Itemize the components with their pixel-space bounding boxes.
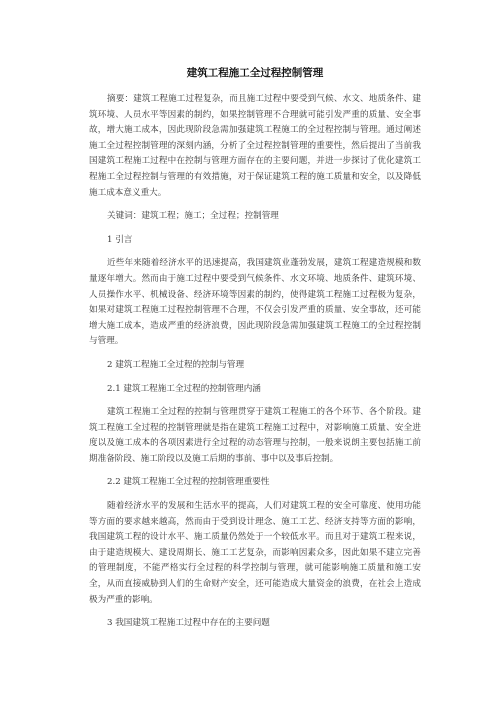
section-2-2-heading: 2.2 建筑工程施工全过程的控制管理重要性 bbox=[107, 477, 270, 488]
keywords-line: 关键词：建筑工程；施工；全过程；控制管理 bbox=[107, 211, 279, 222]
section-1-paragraph: 近些年来随着经济水平的迅速提高，我国建筑业蓬勃发展，建筑工程建造规模和数量逐年增大。然而由于施工过程中要受到气候条件、水文环境、地质条件、建筑环境、人员操作水平、机械设备、经济环境等因素的制约，使得建筑工程施工过程极为复杂，如果对建筑工程施工过程控制管理不合理，不仅会引发严重的质量、安全事故，还可能增大施工成本，造成严重的经济浪费，因此现阶段急需加强建筑工程施工的全过程控制与管理。 bbox=[89, 258, 421, 347]
section-2-2-paragraph: 随着经济水平的发展和生活水平的提高，人们对建筑工程的安全可靠度、使用功能等方面的要求越来越高，然而由于受到设计理念、施工工艺、经济支持等方面的影响，我国建筑工程的设计水平、施工质量仍然处于一个较低水平。而且对于建筑工程来说，由于建造规模大、建设周期长、施工工艺复杂，而影响因素众多，因此如果不建立完善的管理制度，不能严格实行全过程的科学控制与管理，就可能影响施工质量和施工安全，从而直接威胁到人们的生命财产安全，还可能造成大量资金的浪费，在社会上造成极为严重的影响。 bbox=[89, 501, 421, 605]
section-1-heading: 1 引言 bbox=[107, 234, 133, 245]
abstract-paragraph: 摘要：建筑工程施工过程复杂，而且施工过程中要受到气候、水文、地质条件、建筑环境、人员水平等因素的制约，如果控制管理不合理就可能引发严重的质量、安全事故，增大施工成本，因此现阶段急需加强建筑工程施工的全过程控制与管理。通过阐述施工全过程控制管理的深刻内涵，分析了全过程控制管理的重要性，然后提出了当前我国建筑工程施工过程中在控制与管理方面存在的主要问题，并进一步探讨了优化建筑工程施工全过程控制与管理的有效措施，对于保证建筑工程的施工质量和安全，以及降低施工成本意义重大。 bbox=[89, 94, 421, 198]
document-title: 建筑工程施工全过程控制管理 bbox=[186, 67, 324, 79]
section-2-heading: 2 建筑工程施工全过程的控制与管理 bbox=[107, 359, 245, 370]
section-2-1-heading: 2.1 建筑工程施工全过程的控制管理内涵 bbox=[107, 383, 261, 394]
section-2-1-paragraph: 建筑工程施工全过程的控制与管理贯穿于建筑工程施工的各个环节、各个阶段。建筑工程施工全过程的控制管理就是指在建筑工程施工过程中，对影响施工质量、安全进度以及施工成本的各项因素进行全过程的动态管理与控制，一般来说朗主要包括施工前期准备阶段、施工阶段以及施工后期的事前、事中以及事后控制。 bbox=[89, 407, 421, 464]
section-3-heading: 3 我国建筑工程施工过程中存在的主要问题 bbox=[107, 618, 270, 629]
